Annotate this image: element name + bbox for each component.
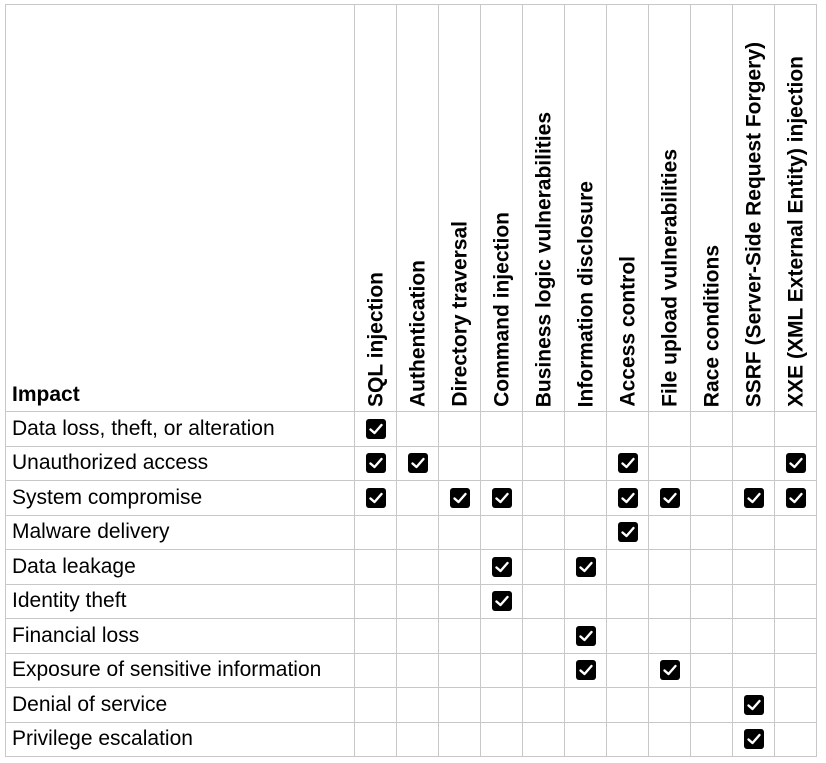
vulnerability-label: SSRF (Server-Side Request Forgery) [742, 41, 765, 407]
impact-label: Unauthorized access [6, 446, 355, 481]
checkbox-checked-icon [366, 488, 386, 508]
matrix-cell [649, 584, 691, 619]
matrix-cell [607, 550, 649, 585]
matrix-cell [355, 688, 397, 723]
matrix-cell [523, 412, 565, 447]
checkbox-checked-icon [786, 453, 806, 473]
matrix-cell [607, 584, 649, 619]
vulnerability-label: Access control [616, 256, 639, 407]
matrix-cell [439, 550, 481, 585]
matrix-cell [775, 515, 817, 550]
matrix-cell [691, 550, 733, 585]
vulnerability-label: Race conditions [700, 244, 723, 407]
matrix-cell [397, 688, 439, 723]
vulnerability-label: SQL injection [364, 272, 387, 407]
impact-label: Data leakage [6, 550, 355, 585]
matrix-cell [397, 584, 439, 619]
matrix-cell [775, 481, 817, 516]
matrix-cell [481, 653, 523, 688]
impact-label: Denial of service [6, 688, 355, 723]
checkbox-checked-icon [450, 488, 470, 508]
matrix-cell [607, 412, 649, 447]
matrix-cell [523, 481, 565, 516]
impact-label: Financial loss [6, 619, 355, 654]
matrix-cell [439, 653, 481, 688]
matrix-cell [355, 446, 397, 481]
matrix-body [6, 412, 817, 757]
matrix-cell [439, 446, 481, 481]
matrix-cell [733, 619, 775, 654]
table-row [6, 481, 817, 516]
impact-label: Exposure of sensitive information [6, 653, 355, 688]
matrix-cell [439, 481, 481, 516]
impact-label: System compromise [6, 481, 355, 516]
checkbox-checked-icon [576, 660, 596, 680]
matrix-cell [775, 584, 817, 619]
matrix-cell [649, 653, 691, 688]
matrix-cell [733, 584, 775, 619]
matrix-cell [733, 722, 775, 757]
matrix-cell [355, 515, 397, 550]
matrix-cell [481, 446, 523, 481]
checkbox-checked-icon [576, 557, 596, 577]
matrix-cell [607, 688, 649, 723]
checkbox-checked-icon [492, 591, 512, 611]
matrix-cell [565, 481, 607, 516]
table-row [6, 722, 817, 757]
matrix-cell [691, 722, 733, 757]
matrix-cell [775, 722, 817, 757]
table-row [6, 515, 817, 550]
matrix-cell [439, 584, 481, 619]
matrix-cell [565, 619, 607, 654]
vulnerability-column-header [607, 5, 649, 412]
matrix-cell [523, 515, 565, 550]
impact-label: Identity theft [6, 584, 355, 619]
matrix-cell [691, 481, 733, 516]
matrix-cell [649, 481, 691, 516]
vulnerability-label: File upload vulnerabilities [658, 149, 681, 407]
matrix-cell [733, 446, 775, 481]
matrix-cell [733, 550, 775, 585]
vulnerability-column-header [691, 5, 733, 412]
matrix-cell [607, 619, 649, 654]
impact-column-header: Impact [6, 5, 355, 412]
matrix-cell [355, 722, 397, 757]
matrix-cell [355, 653, 397, 688]
table-row [6, 446, 817, 481]
matrix-cell [439, 619, 481, 654]
matrix-cell [607, 515, 649, 550]
matrix-cell [523, 688, 565, 723]
matrix-cell [397, 412, 439, 447]
matrix-cell [691, 619, 733, 654]
vulnerability-column-header [355, 5, 397, 412]
table-row [6, 412, 817, 447]
matrix-cell [649, 550, 691, 585]
vulnerability-label: Authentication [406, 260, 429, 407]
checkbox-checked-icon [492, 488, 512, 508]
matrix-cell [481, 722, 523, 757]
matrix-cell [565, 446, 607, 481]
matrix-cell [565, 653, 607, 688]
matrix-cell [733, 481, 775, 516]
checkbox-checked-icon [618, 453, 638, 473]
vulnerability-column-header [733, 5, 775, 412]
matrix-cell [733, 653, 775, 688]
header-row [6, 5, 817, 412]
matrix-cell [397, 515, 439, 550]
matrix-cell [397, 481, 439, 516]
vulnerability-label: Command injection [490, 212, 513, 407]
matrix-cell [397, 653, 439, 688]
vulnerability-column-header [649, 5, 691, 412]
vulnerability-column-header [523, 5, 565, 412]
matrix-cell [565, 584, 607, 619]
matrix-cell [439, 515, 481, 550]
matrix-cell [355, 550, 397, 585]
matrix-cell [565, 688, 607, 723]
vulnerability-column-header [775, 5, 817, 412]
matrix-cell [565, 515, 607, 550]
matrix-cell [439, 722, 481, 757]
matrix-cell [775, 412, 817, 447]
matrix-cell [607, 653, 649, 688]
matrix-cell [355, 481, 397, 516]
matrix-cell [691, 412, 733, 447]
matrix-cell [355, 619, 397, 654]
vulnerability-column-header [565, 5, 607, 412]
matrix-cell [691, 653, 733, 688]
matrix-cell [481, 619, 523, 654]
impact-label: Malware delivery [6, 515, 355, 550]
matrix-cell [481, 481, 523, 516]
table-row [6, 619, 817, 654]
matrix-cell [607, 481, 649, 516]
table-row [6, 584, 817, 619]
matrix-cell [691, 446, 733, 481]
vulnerability-label: Business logic vulnerabilities [532, 111, 555, 407]
impact-label: Privilege escalation [6, 722, 355, 757]
matrix-cell [649, 688, 691, 723]
matrix-cell [481, 515, 523, 550]
checkbox-checked-icon [660, 660, 680, 680]
matrix-cell [733, 412, 775, 447]
matrix-cell [523, 584, 565, 619]
matrix-cell [355, 412, 397, 447]
checkbox-checked-icon [744, 695, 764, 715]
matrix-cell [649, 619, 691, 654]
vulnerability-label: Information disclosure [574, 180, 597, 407]
checkbox-checked-icon [618, 488, 638, 508]
checkbox-checked-icon [744, 488, 764, 508]
matrix-cell [397, 550, 439, 585]
checkbox-checked-icon [366, 453, 386, 473]
matrix-cell [481, 584, 523, 619]
matrix-cell [649, 722, 691, 757]
matrix-cell [775, 550, 817, 585]
matrix-cell [733, 688, 775, 723]
matrix-cell [691, 515, 733, 550]
table-row [6, 688, 817, 723]
checkbox-checked-icon [744, 729, 764, 749]
matrix-cell [775, 688, 817, 723]
matrix-cell [523, 653, 565, 688]
impact-label: Data loss, theft, or alteration [6, 412, 355, 447]
matrix-cell [565, 412, 607, 447]
checkbox-checked-icon [408, 453, 428, 473]
table-row [6, 550, 817, 585]
matrix-cell [523, 722, 565, 757]
matrix-cell [439, 412, 481, 447]
matrix-cell [775, 446, 817, 481]
matrix-cell [565, 722, 607, 757]
matrix-cell [649, 515, 691, 550]
matrix-cell [607, 446, 649, 481]
matrix-cell [775, 619, 817, 654]
matrix-cell [355, 584, 397, 619]
matrix-cell [397, 722, 439, 757]
matrix-cell [607, 722, 649, 757]
vulnerability-column-header [439, 5, 481, 412]
matrix-cell [733, 515, 775, 550]
matrix-cell [481, 688, 523, 723]
checkbox-checked-icon [576, 626, 596, 646]
vulnerability-label: XXE (XML External Entity) injection [784, 56, 807, 407]
matrix-cell [775, 653, 817, 688]
checkbox-checked-icon [660, 488, 680, 508]
vulnerability-column-header [397, 5, 439, 412]
checkbox-checked-icon [618, 522, 638, 542]
matrix-cell [397, 446, 439, 481]
matrix-cell [439, 688, 481, 723]
vulnerability-column-header [481, 5, 523, 412]
matrix-cell [481, 412, 523, 447]
matrix-cell [481, 550, 523, 585]
matrix-cell [649, 446, 691, 481]
matrix-cell [565, 550, 607, 585]
checkbox-checked-icon [492, 557, 512, 577]
matrix-cell [691, 584, 733, 619]
matrix-cell [691, 688, 733, 723]
checkbox-checked-icon [786, 488, 806, 508]
matrix-cell [649, 412, 691, 447]
checkbox-checked-icon [366, 419, 386, 439]
vulnerability-label: Directory traversal [448, 221, 471, 407]
impact-vulnerability-matrix [5, 4, 817, 757]
table-row [6, 653, 817, 688]
matrix-cell [523, 550, 565, 585]
matrix-cell [523, 619, 565, 654]
matrix-cell [523, 446, 565, 481]
matrix-cell [397, 619, 439, 654]
